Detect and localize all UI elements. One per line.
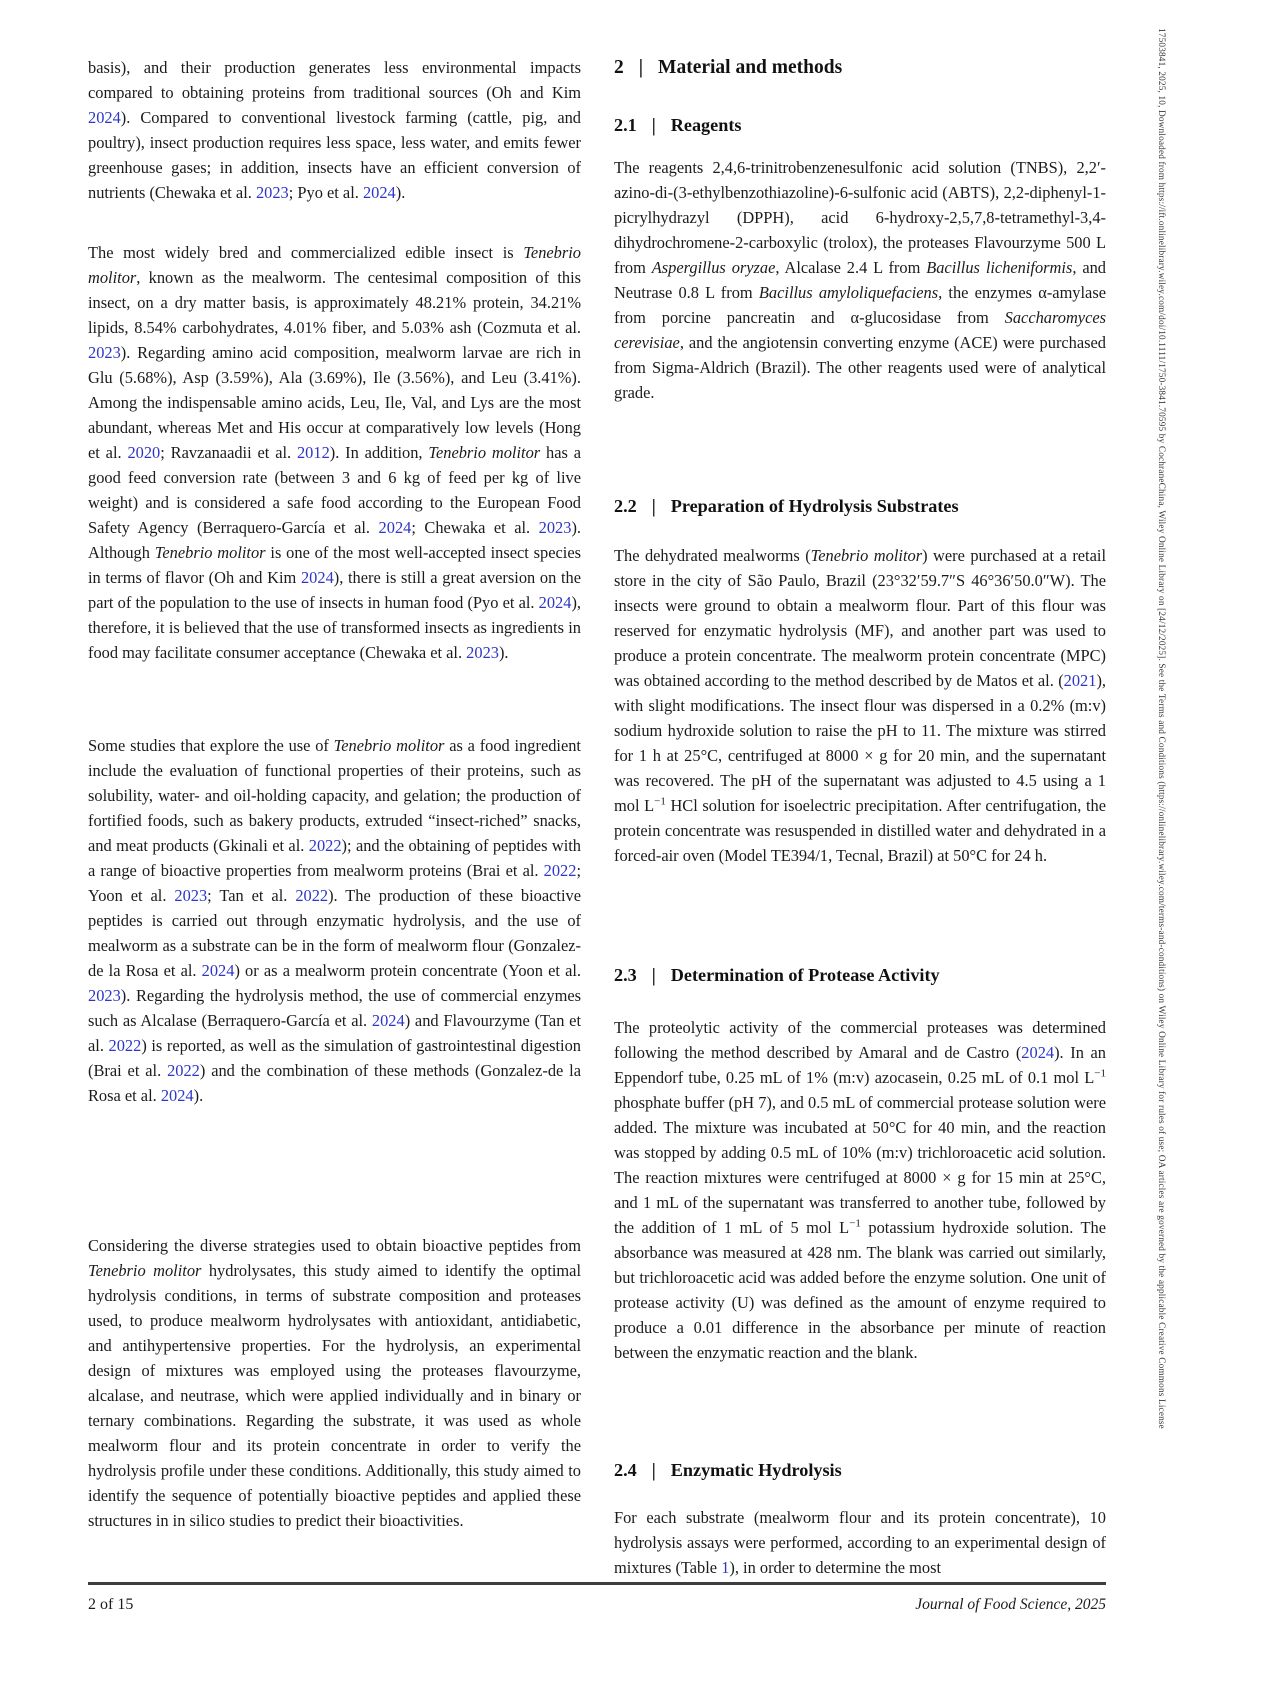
citation-link[interactable]: 2023 xyxy=(88,986,121,1005)
text-run: potassium hydroxide solution. The absorbance was measured at 428 nm. The blank was carried out similarly, but trichloroacetic acid was added before the enzyme solution. One unit of protease activity (U) was defined as the amount of enzyme required to produce a 0.01 difference in the absorbance per minute of reaction between the enzymatic reaction and the blank. xyxy=(614,1218,1106,1362)
text-run: ). xyxy=(395,183,406,202)
text-run: ; Pyo et al. xyxy=(288,183,363,202)
citation-link[interactable]: 2022 xyxy=(108,1036,142,1055)
citation-link[interactable]: 2022 xyxy=(543,861,577,880)
citation-link[interactable]: 2020 xyxy=(127,443,161,462)
section-title: Material and methods xyxy=(658,57,843,78)
citation-link[interactable]: 2023 xyxy=(88,343,121,362)
citation-link[interactable]: 2024 xyxy=(160,1086,194,1105)
text-run: , known as the mealworm. The centesimal composition of this insect, on a dry matter basis, is approximately 48.21% protein, 34.21% lipids, 8.54% carbohydrates, 4.01% fiber, and 5.03% ash (Cozmuta et al. xyxy=(88,268,581,337)
footer xyxy=(88,1596,1106,1614)
text-run: Bacillus licheniformis xyxy=(926,258,1073,277)
text-run: ; Yoon et al. xyxy=(88,861,581,905)
text-run: −1 xyxy=(1094,1067,1106,1080)
section-number: 2 xyxy=(614,57,624,78)
section-heading-reagents xyxy=(614,112,1106,138)
section-heading-determination-of-protease-activity xyxy=(614,962,1106,988)
text-run: Tenebrio molitor xyxy=(88,243,581,287)
text-run: ), in order to determine the most xyxy=(729,1558,942,1577)
text-run: Tenebrio molitor xyxy=(88,1261,202,1280)
text-run: Tenebrio molitor xyxy=(810,546,923,565)
section-heading-enzymatic-hydrolysis xyxy=(614,1457,1106,1483)
section-body-enzymatic-hydrolysis xyxy=(614,1505,1106,1580)
heading-separator: | xyxy=(638,56,644,79)
heading-separator: | xyxy=(651,1459,656,1481)
text-run: Tenebrio molitor xyxy=(428,443,541,462)
citation-link[interactable]: 2024 xyxy=(371,1011,405,1030)
text-run: Bacillus amyloliquefaciens xyxy=(758,283,939,302)
text-run: ), therefore, it is believed that the use of transformed insects as ingredients in food may facilitate consumer acceptance (Chewaka et al. xyxy=(88,593,581,662)
citation-link[interactable]: 2022 xyxy=(295,886,329,905)
section-title: Determination of Protease Activity xyxy=(670,965,940,985)
text-run: ) and the combination of these methods (Gonzalez-de la Rosa et al. xyxy=(88,1061,581,1105)
text-run: −1 xyxy=(654,795,666,808)
text-run: , the enzymes α-amylase from porcine pancreatin and α-glucosidase from xyxy=(614,283,1106,327)
citation-link[interactable]: 2024 xyxy=(88,108,121,127)
citation-link[interactable]: 1 xyxy=(721,1558,730,1577)
text-run: ). Regarding amino acid composition, mealworm larvae are rich in Glu (5.68%), Asp (3.59%), Ala (3.69%), Ile (3.56%), and Leu (3.41%). Among the indispensable amino acids, Leu, Ile, Val, and Lys are the most abundant, whereas Met and His occur at comparatively low levels (Hong et al. xyxy=(88,343,581,462)
paragraph xyxy=(88,55,581,205)
text-run: The proteolytic activity of the commercial proteases was determined following the method described by Amaral and de Castro ( xyxy=(614,1018,1106,1062)
heading-separator: | xyxy=(651,114,656,136)
citation-link[interactable]: 2012 xyxy=(296,443,330,462)
citation-link[interactable]: 2023 xyxy=(538,518,572,537)
section-number: 2.1 xyxy=(614,115,637,135)
text-run: The dehydrated mealworms ( xyxy=(614,546,811,565)
section-body-preparation xyxy=(614,543,1106,868)
text-run: ). Although xyxy=(88,518,581,562)
text-run: Considering the diverse strategies used to obtain bioactive peptides from xyxy=(88,1236,581,1255)
text-run: ; Ravzanaadii et al. xyxy=(160,443,297,462)
text-run: basis), and their production generates less environmental impacts compared to obtaining proteins from traditional sources (Oh and Kim xyxy=(88,58,581,102)
text-run: For each substrate (mealworm flour and its protein concentrate), 10 hydrolysis assays were performed, according to an experimental design of mixtures (Table xyxy=(614,1508,1106,1577)
text-run: ; Tan et al. xyxy=(207,886,296,905)
citation-link[interactable]: 2024 xyxy=(538,593,572,612)
text-run: ), there is still a great aversion on the part of the population to the use of insects in human food (Pyo et al. xyxy=(88,568,581,612)
section-title: Enzymatic Hydrolysis xyxy=(670,1460,842,1480)
text-run: ). xyxy=(193,1086,204,1105)
citation-link[interactable]: 2024 xyxy=(300,568,334,587)
text-run: ). xyxy=(498,643,509,662)
section-body-protease-activity xyxy=(614,1015,1106,1365)
text-run: −1 xyxy=(849,1217,861,1230)
citation-link[interactable]: 2024 xyxy=(1021,1043,1055,1062)
text-run: ) or as a mealworm protein concentrate (Yoon et al. xyxy=(234,961,581,980)
section-number: 2.4 xyxy=(614,1460,637,1480)
journal-name: Journal of Food Science, 2025 xyxy=(915,1596,1106,1613)
section-number: 2.3 xyxy=(614,965,637,985)
section-title: Preparation of Hydrolysis Substrates xyxy=(670,496,959,516)
heading-separator: | xyxy=(651,964,656,986)
text-run: ) and Flavourzyme (Tan et al. xyxy=(88,1011,581,1055)
text-run: ), with slight modifications. The insect flour was dispersed in a 0.2% (m:v) sodium hydroxide solution to raise the pH to 11. The mixture was stirred for 1 h at 25°C, centrifuged at 8000 × g for 20 min, and the supernatant was recovered. The pH of the supernatant was adjusted to 4.5 using a 1 mol L xyxy=(614,671,1106,815)
citation-link[interactable]: 2024 xyxy=(201,961,235,980)
text-run: ). Compared to conventional livestock farming (cattle, pig, and poultry), insect production requires less space, less water, and emits fewer greenhouse gases; in addition, insects have an efficient conversion of nutrients (Chewaka et al. xyxy=(88,108,581,202)
text-run: , Alcalase 2.4 L from xyxy=(775,258,927,277)
text-run: has a good feed conversion rate (between 3 and 6 kg of feed per kg of live weight) and is considered a safe food according to the European Food Safety Agency (Berraquero-García et al. xyxy=(88,443,582,537)
text-run: ). In an Eppendorf tube, 0.25 mL of 1% (m:v) azocasein, 0.25 mL of 0.1 mol L xyxy=(614,1043,1106,1087)
section-body-reagents xyxy=(614,155,1106,405)
text-run: ) is reported, as well as the simulation of gastrointestinal digestion (Brai et al. xyxy=(88,1036,581,1080)
text-run: phosphate buffer (pH 7), and 0.5 mL of commercial protease solution were added. The mixture was incubated at 50°C for 40 min, and the reaction was stopped by adding 0.5 mL of 10% (m:v) trichloroacetic acid solution. The reaction mixtures were centrifuged at 8000 × g for 15 min at 25°C, and 1 mL of the supernatant was transferred to another tube, followed by the addition of 1 mL of 5 mol L xyxy=(614,1093,1106,1237)
paragraph xyxy=(88,733,581,1108)
text-run: ). The production of these bioactive peptides is carried out through enzymatic hydrolysis, and the use of mealworm as a substrate can be in the form of mealworm flour (Gonzalez-de la Rosa et al. xyxy=(88,886,581,980)
text-run: Some studies that explore the use of xyxy=(88,736,334,755)
text-run: ; Chewaka et al. xyxy=(411,518,539,537)
heading-separator: | xyxy=(651,495,656,517)
text-run: The most widely bred and commercialized edible insect is xyxy=(88,243,524,262)
paragraph xyxy=(88,240,581,665)
text-run: HCl solution for isoelectric precipitation. After centrifugation, the protein concentrate was resuspended in distilled water and dehydrated in a forced-air oven (Model TE394/1, Tecnal, Brazil) at 50°C for 24 h. xyxy=(614,796,1106,865)
text-run: ) were purchased at a retail store in the city of São Paulo, Brazil (23°32′59.7″S 46°36′50.0″W). The insects were ground to obtain a mealworm flour. Part of this flour was reserved for enzymatic hydrolysis (MF), and another part was used to produce a protein concentrate. The mealworm protein concentrate (MPC) was obtained according to the method described by de Matos et al. ( xyxy=(614,546,1106,690)
citation-link[interactable]: 2022 xyxy=(308,836,342,855)
citation-link[interactable]: 2023 xyxy=(174,886,208,905)
text-run: as a food ingredient include the evaluation of functional properties of their proteins, such as solubility, water- and oil-holding capacity, and gelation; the production of fortified foods, such as bakery products, extruded “insect-riched” snacks, and meat products (Gkinali et al. xyxy=(88,736,581,855)
footer-divider xyxy=(88,1582,1106,1585)
sidebar-provenance-note: 17503841, 2025, 10, Downloaded from https://ift.onlinelibrary.wiley.com/doi/10.1111/1750-3841.70595 by CochraneChina, Wiley Online Library on [24/12/2025]. See the Terms and Conditions (https://onlinelibrary.wiley.com/terms-and-conditions) on Wiley Online Library for rules of use; OA articles are governed by the applicable Creative Commons License xyxy=(1156,28,1166,1429)
text-run: Saccharomyces cerevisiae xyxy=(614,308,1106,352)
section-number: 2.2 xyxy=(614,496,637,516)
citation-link[interactable]: 2023 xyxy=(255,183,289,202)
text-run: hydrolysates, this study aimed to identify the optimal hydrolysis conditions, in terms of substrate composition and proteases used, to produce mealworm hydrolysates with antioxidant, antidiabetic, and antihypertensive properties. For the hydrolysis, an experimental design of mixtures was employed using the proteases flavourzyme, alcalase, and neutrase, which were applied individually and in binary or ternary combinations. Regarding the substrate, it was used as whole mealworm flour and its protein concentrate in order to verify the hydrolysis profile under these conditions. Additionally, this study aimed to identify the sequence of potentially bioactive peptides and applied these structures in in silico studies to predict their bioactivities. xyxy=(88,1261,582,1530)
text-run: , and the angiotensin converting enzyme (ACE) were purchased from Sigma-Aldrich (Brazil). The other reagents used were of analytical grade. xyxy=(614,333,1106,402)
text-run: ). In addition, xyxy=(329,443,429,462)
text-run: The reagents 2,4,6-trinitrobenzenesulfonic acid solution (TNBS), 2,2′-azino-di-(3-ethylbenzothiazoline)-6-sulfonic acid (ABTS), 2,2-diphenyl-1-picrylhydrazyl (DPPH), acid 6-hydroxy-2,5,7,8-tetramethyl-3,4-dihydrochromene-2-carboxylic (trolox), the proteases Flavourzyme 500 L from xyxy=(614,158,1106,277)
text-run: , and Neutrase 0.8 L from xyxy=(614,258,1106,302)
citation-link[interactable]: 2021 xyxy=(1063,671,1097,690)
section-heading-material-and-methods xyxy=(614,55,1106,81)
citation-link[interactable]: 2023 xyxy=(466,643,499,662)
text-run: ). Regarding the hydrolysis method, the use of commercial enzymes such as Alcalase (Berraquero-García et al. xyxy=(88,986,581,1030)
citation-link[interactable]: 2024 xyxy=(362,183,396,202)
text-run: Tenebrio molitor xyxy=(333,736,445,755)
paragraph xyxy=(88,1233,581,1533)
citation-link[interactable]: 2022 xyxy=(167,1061,200,1080)
citation-link[interactable]: 2024 xyxy=(378,518,412,537)
section-heading-preparation-of-hydrolysis-substrates xyxy=(614,493,1106,519)
text-run: Aspergillus oryzae xyxy=(651,258,776,277)
text-run: is one of the most well-accepted insect species in terms of flavor (Oh and Kim xyxy=(88,543,581,587)
page-number: 2 of 15 xyxy=(88,1596,134,1613)
section-title: Reagents xyxy=(670,115,742,135)
text-run: Tenebrio molitor xyxy=(154,543,266,562)
text-run: ); and the obtaining of peptides with a range of bioactive properties from mealworm proteins (Brai et al. xyxy=(88,836,581,880)
